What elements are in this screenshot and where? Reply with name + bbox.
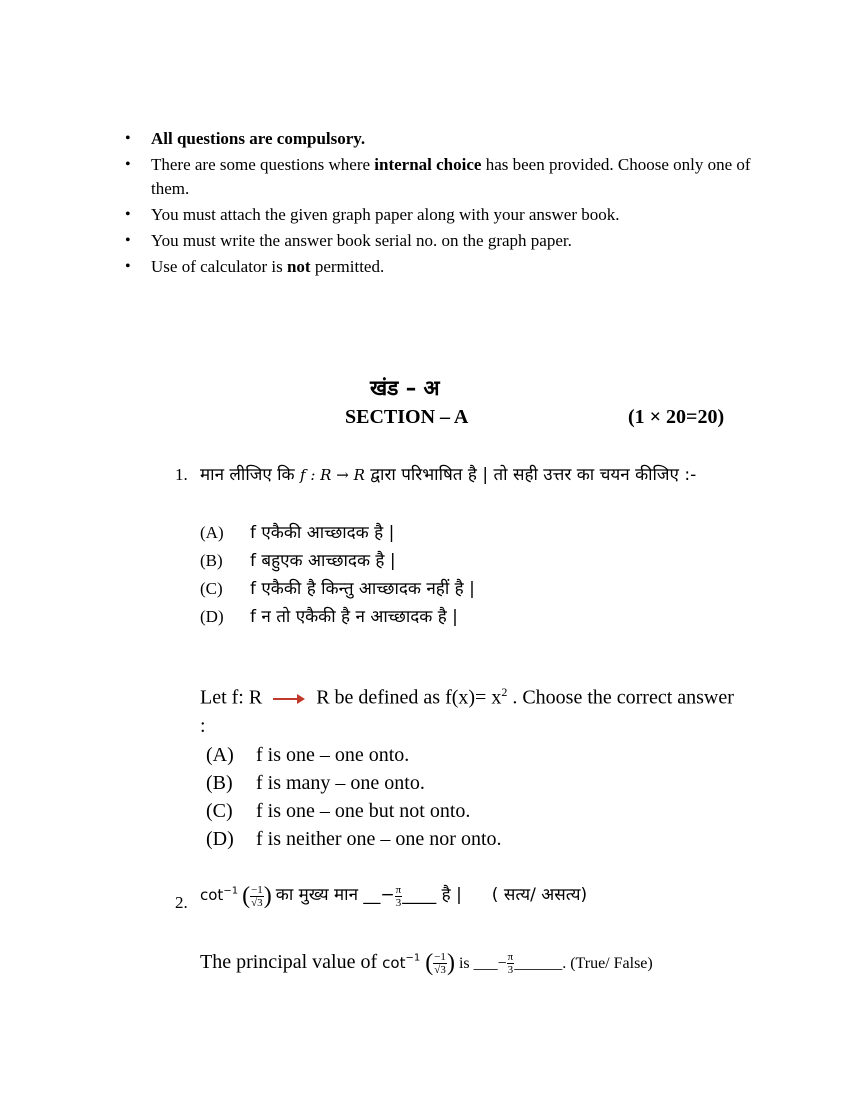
question-number: 2. (175, 893, 188, 912)
option-hindi-a: (A) f एकैकी आच्छादक है | (200, 523, 395, 543)
section-title-hindi: खंड – अ (370, 376, 440, 400)
option-english-b: (B) f is many – one onto. (206, 772, 425, 794)
section-title: SECTION – A (345, 406, 469, 428)
instruction-item: • You must write the answer book serial no. on the graph paper. (125, 229, 765, 253)
fraction: $\frac{\pi}{3}$ (395, 883, 402, 909)
fraction: $\frac{-1}{√3}$ (434, 951, 446, 976)
question-1-english: Let f: R R be defined as $f(x)= x^2$ . Choose the correct answer : (200, 685, 734, 737)
question-number: 1. (175, 465, 188, 484)
option-english-c: (C) f is one – one but not onto. (206, 800, 471, 822)
question-1-hindi: मान लीजिए कि f : R → R द्वारा परिभाषित है | तो सही उत्तर का चयन कीजिए :- (200, 465, 697, 485)
instruction-item: • There are some questions where internal choice has been provided. Choose only one of them. (125, 153, 765, 201)
arrow-right-icon (271, 692, 307, 706)
instruction-item: • Use of calculator is not permitted. (125, 255, 765, 279)
option-hindi-b: (B) f बहुएक आच्छादक है | (200, 551, 396, 571)
section-marks: (1 × 20=20) (628, 406, 725, 428)
fraction: $\frac{-1}{√3}$ (251, 883, 263, 909)
option-hindi-d: (D) f न तो एकैकी है न आच्छादक है | (200, 607, 458, 627)
option-english-d: (D) f is neither one – one nor onto. (206, 828, 502, 850)
question-2-hindi: $\cot^{-1}$ ( $\frac{-1}{√3}$ ) का मुख्य मान __− $\frac{\pi}{3}$ ____ है | ( सत्य/ असत्य) (200, 882, 588, 909)
question-2-english: The principal value of $\cot^{-1}$ ( $\frac{-1}{√3}$ ) is ___− $\frac{\pi}{3}$ ______. (True/ False) (200, 950, 653, 976)
option-english-a: (A) f is one – one onto. (206, 744, 410, 766)
fraction: $\frac{\pi}{3}$ (507, 951, 514, 976)
instruction-item: • You must attach the given graph paper along with your answer book. (125, 203, 765, 227)
instruction-item: • All questions are compulsory. (125, 127, 765, 151)
instructions-list (125, 127, 765, 281)
option-hindi-c: (C) f एकैकी है किन्तु आच्छादक नहीं है | (200, 579, 475, 599)
